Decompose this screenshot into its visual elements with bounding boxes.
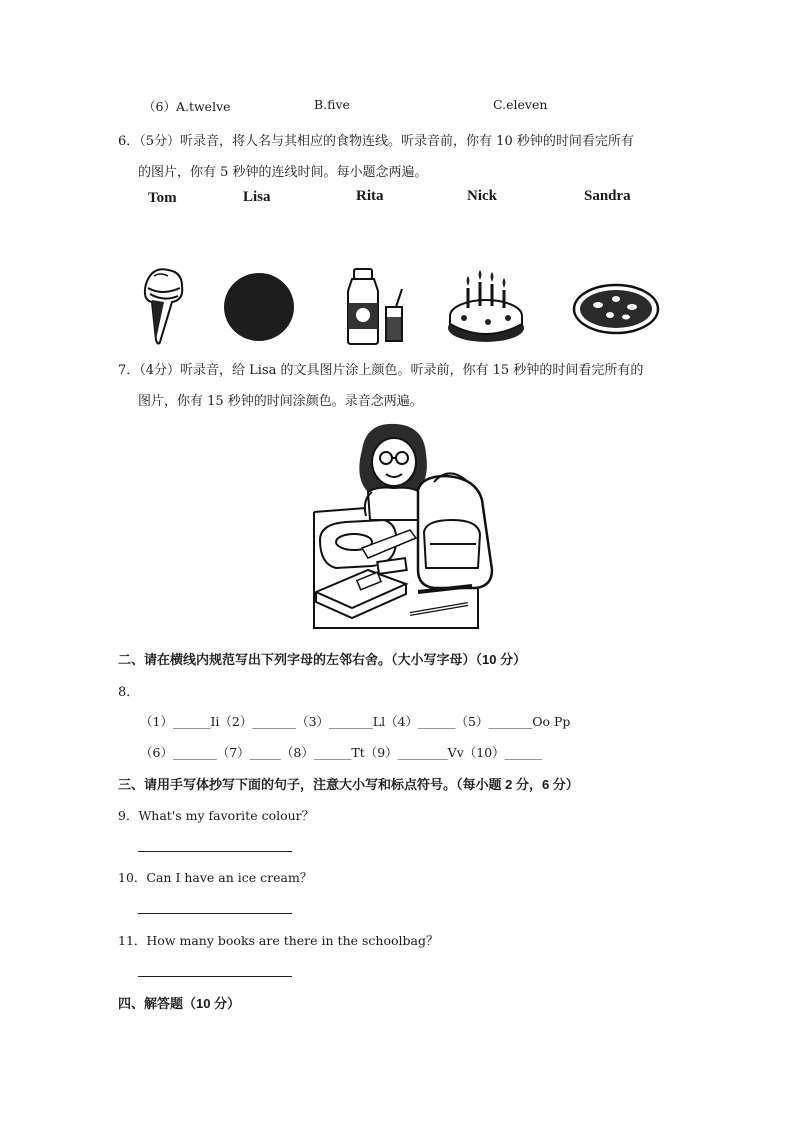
q11-answer-line[interactable]: [138, 976, 292, 977]
round-dark-food-icon: [222, 271, 296, 343]
q8-letters-row2: （6）_______（7）_____（8）______Tt（9）________Vv（10）______: [140, 745, 543, 760]
q10-answer-line[interactable]: [138, 913, 292, 914]
q5-option-c: C.eleven: [493, 97, 548, 112]
section2-heading: 二、请在横线内规范写出下列字母的左邻右舍。（大小写字母）（10 分）: [118, 652, 527, 667]
q8-number: 8．: [118, 685, 140, 700]
q7-instruction-line1: 7．（4分）听录音，给 Lisa 的文具图片涂上颜色。听录前，你有 15 秒钟的时间看完所有的: [118, 363, 644, 378]
name-tom: Tom: [148, 190, 177, 206]
ice-cream-icon: [138, 266, 188, 346]
q7-instruction-line2: 图片，你有 15 秒钟的时间涂颜色。录音念两遍。: [138, 394, 423, 409]
q11-sentence: 11．How many books are there in the schoolbag？: [118, 933, 439, 948]
name-rita: Rita: [356, 188, 384, 204]
q6-instruction-line1: 6．（5分）听录音，将人名与其相应的食物连线。听录音前，你有 10 秒钟的时间看完所有: [118, 134, 634, 149]
q6-instruction-line2: 的图片，你有 5 秒钟的连线时间。每小题念两遍。: [138, 165, 428, 180]
name-sandra: Sandra: [584, 188, 631, 204]
q10-sentence: 10．Can I have an ice cream？: [118, 870, 313, 885]
q5-option-a: （6）A.twelve: [143, 99, 231, 114]
name-nick: Nick: [467, 188, 497, 204]
pizza-icon: [572, 283, 660, 335]
q9-sentence: 9．What's my favorite colour？: [118, 808, 315, 823]
q5-option-b: B.five: [314, 97, 350, 112]
q9-answer-line[interactable]: [138, 851, 292, 852]
birthday-cake-icon: [444, 266, 528, 346]
juice-bottle-icon: [342, 267, 408, 345]
girl-with-stationery-illustration: [306, 420, 502, 632]
section3-heading: 三、请用手写体抄写下面的句子，注意大小写和标点符号。（每小题 2 分，6 分）: [118, 777, 579, 792]
name-lisa: Lisa: [243, 189, 271, 205]
section4-heading: 四、解答题（10 分）: [118, 996, 241, 1011]
q8-letters-row1: （1）______Ii（2）_______（3）_______Ll（4）______（5）_______Oo Pp: [140, 714, 571, 729]
